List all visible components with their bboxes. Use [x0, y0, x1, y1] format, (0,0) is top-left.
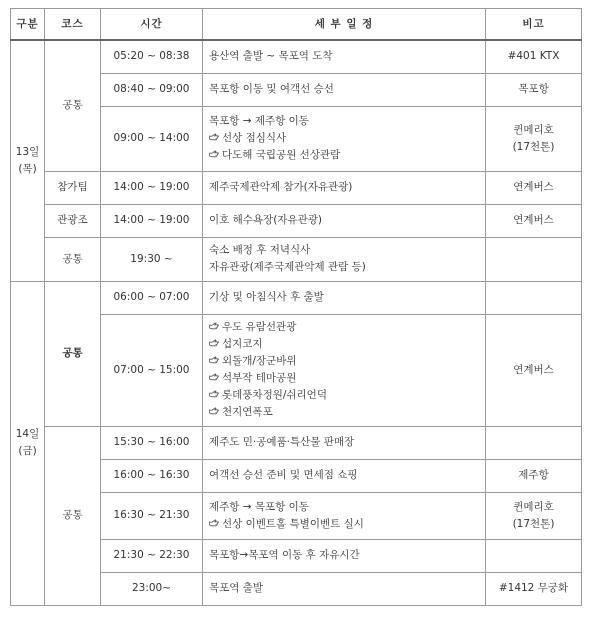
table-row	[11, 171, 582, 204]
note-cell	[486, 539, 582, 572]
note-cell: 연계버스	[486, 204, 582, 237]
note-cell: 목포항	[486, 73, 582, 106]
hand-pointing-icon	[209, 133, 219, 142]
time-cell: 16:00 ~ 16:30	[101, 459, 203, 492]
note-cell: 연계버스	[486, 171, 582, 204]
detail-line: 자유관광(제주국제관악제 관람 등)	[209, 261, 366, 273]
day-label: 13일	[15, 145, 40, 158]
hand-pointing-icon	[209, 519, 219, 528]
note-cell: 연계버스	[486, 314, 582, 426]
course-cell: 공통	[45, 40, 101, 171]
course-cell: 공통	[45, 426, 101, 605]
day-label: 14일	[15, 428, 40, 440]
itinerary-table	[10, 8, 582, 606]
detail-line: 롯데풍차정원/쉬리언덕	[209, 387, 481, 404]
table-row	[11, 204, 582, 237]
detail-cell	[203, 204, 486, 237]
note-cell	[486, 281, 582, 314]
detail-line: 외돌개/장군바위	[209, 353, 481, 370]
note-cell: 퀸메리호 (17천톤)	[486, 492, 582, 539]
detail-line: 우도 유람선관광	[209, 319, 481, 336]
day-cell	[11, 281, 45, 605]
time-cell: 09:00 ~ 14:00	[101, 106, 203, 171]
detail-line: 선상 점심식사	[209, 130, 481, 147]
time-cell: 08:40 ~ 09:00	[101, 73, 203, 106]
hand-pointing-icon	[209, 356, 219, 365]
time-cell: 21:30 ~ 22:30	[101, 539, 203, 572]
detail-cell	[203, 281, 486, 314]
hand-pointing-icon	[209, 322, 219, 331]
detail-line: 목포항 이동 및 여객선 승선	[209, 83, 334, 95]
note-cell	[486, 237, 582, 281]
detail-line: 목포역 출발	[209, 582, 264, 594]
time-cell: 14:00 ~ 19:00	[101, 204, 203, 237]
course-cell: 공통	[45, 281, 101, 426]
note-cell: 제주항	[486, 459, 582, 492]
detail-line: 다도해 국립공원 선상관람	[209, 147, 481, 164]
detail-cell	[203, 73, 486, 106]
weekday-label: (금)	[18, 445, 37, 457]
weekday-label: (목)	[18, 162, 37, 175]
detail-line: 천지연폭포	[209, 404, 481, 421]
hand-pointing-icon	[209, 390, 219, 399]
detail-cell	[203, 237, 486, 281]
detail-cell	[203, 492, 486, 539]
hand-pointing-icon	[209, 339, 219, 348]
time-cell: 06:00 ~ 07:00	[101, 281, 203, 314]
hand-pointing-icon	[209, 150, 219, 159]
detail-line: 여객선 승선 준비 및 면세점 쇼핑	[209, 469, 358, 481]
hand-pointing-icon	[209, 407, 219, 416]
detail-cell	[203, 40, 486, 73]
header-detail: 세 부 일 정	[203, 9, 486, 41]
detail-line: 선상 이벤트홀 특별이벤트 실시	[209, 516, 481, 533]
detail-cell	[203, 106, 486, 171]
day-cell	[11, 40, 45, 281]
detail-cell	[203, 314, 486, 426]
detail-line: 숙소 배정 후 저녁식사	[209, 244, 311, 256]
detail-cell	[203, 572, 486, 605]
detail-line: 용산역 출발 ~ 목포역 도착	[209, 50, 333, 63]
course-cell: 참가팀	[45, 171, 101, 204]
time-cell: 15:30 ~ 16:00	[101, 426, 203, 459]
time-cell: 05:20 ~ 08:38	[101, 40, 203, 73]
detail-line: 이호 해수욕장(자유관광)	[209, 214, 322, 226]
note-cell	[486, 426, 582, 459]
detail-line: 제주국제관악제 참가(자유관광)	[209, 181, 353, 193]
time-cell: 19:30 ~	[101, 237, 203, 281]
table-row	[11, 40, 582, 73]
detail-line: 석부작 테마공원	[209, 370, 481, 387]
hand-pointing-icon	[209, 373, 219, 382]
detail-line: 제주항 → 목포항 이동	[209, 500, 309, 513]
detail-line: 섭지코지	[209, 336, 481, 353]
detail-line: 목포항 → 제주항 이동	[209, 115, 309, 127]
note-cell: #1412 무궁화	[486, 572, 582, 605]
time-cell: 23:00~	[101, 572, 203, 605]
detail-cell	[203, 539, 486, 572]
detail-line: 제주도 민·공예품·특산물 판매장	[209, 436, 355, 448]
detail-cell	[203, 426, 486, 459]
detail-cell	[203, 459, 486, 492]
table-row	[11, 237, 582, 281]
note-cell: #401 KTX	[486, 40, 582, 73]
time-cell: 16:30 ~ 21:30	[101, 492, 203, 539]
header-time: 시간	[101, 9, 203, 41]
header-course: 코스	[45, 9, 101, 41]
note-cell: 퀸메리호 (17천톤)	[486, 106, 582, 171]
header-row	[11, 9, 582, 41]
header-day: 구분	[11, 9, 45, 41]
course-cell: 공통	[45, 237, 101, 281]
detail-line: 기상 및 아침식사 후 출발	[209, 291, 324, 303]
time-cell: 14:00 ~ 19:00	[101, 171, 203, 204]
time-cell: 07:00 ~ 15:00	[101, 314, 203, 426]
detail-cell	[203, 171, 486, 204]
detail-line: 목포항→목포역 이동 후 자유시간	[209, 549, 360, 561]
course-cell: 관광조	[45, 204, 101, 237]
header-note: 비고	[486, 9, 582, 41]
table-row	[11, 426, 582, 459]
table-row	[11, 281, 582, 314]
